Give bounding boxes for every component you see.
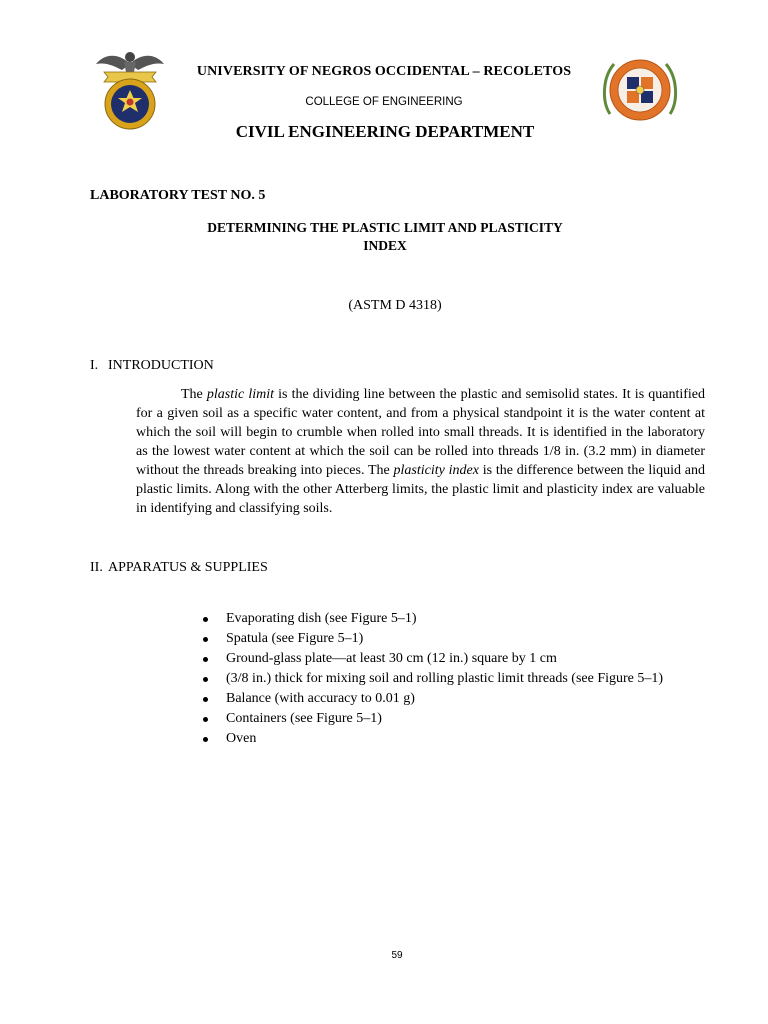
intro-text-3: is the difference between the liquid and plastic limits. Along with the other Atterberg limits, the plastic limit and plasticity index are valuable in identifying and classifying soils. — [136, 463, 705, 516]
list-item: (3/8 in.) thick for mixing soil and rolling plastic limit threads (see Figure 5–1) — [200, 669, 663, 689]
list-item: Oven — [200, 729, 663, 749]
intro-text-1: The — [181, 387, 207, 402]
eagle-head — [125, 52, 135, 62]
term-plastic-limit: plastic limit — [206, 387, 275, 402]
lab-test-number: LABORATORY TEST NO. 5 — [90, 188, 266, 203]
university-name: UNIVERSITY OF NEGROS OCCIDENTAL – RECOLETOS — [196, 64, 572, 79]
seal-center-gear — [636, 86, 644, 94]
section-heading-introduction — [90, 358, 214, 374]
section-title: INTRODUCTION — [108, 358, 214, 373]
lab-title-line-2: INDEX — [363, 238, 407, 253]
term-plasticity-index: plasticity index — [393, 463, 479, 478]
section-number: I. — [90, 358, 99, 373]
list-item: Evaporating dish (see Figure 5–1) — [200, 609, 663, 629]
list-item: Balance (with accuracy to 0.01 g) — [200, 689, 663, 709]
department-name: CIVIL ENGINEERING DEPARTMENT — [235, 122, 535, 141]
lab-title-line-1: DETERMINING THE PLASTIC LIMIT AND PLASTICITY — [207, 220, 563, 235]
section-number: II. — [90, 560, 103, 575]
page-number: 59 — [391, 950, 403, 961]
list-item: Containers (see Figure 5–1) — [200, 709, 663, 729]
university-seal-logo — [94, 46, 166, 132]
list-item: Spatula (see Figure 5–1) — [200, 629, 663, 649]
section-heading-apparatus — [90, 560, 268, 576]
section-title: APPARATUS & SUPPLIES — [108, 560, 268, 575]
college-name: COLLEGE OF ENGINEERING — [305, 96, 463, 108]
introduction-paragraph — [136, 385, 705, 518]
intro-text-2: is the dividing line between the plastic and semisolid states. It is quantified for a given soil as a specific water content, and from a physical standpoint it is the water content at which the soil will begin to crumble when rolled into small threads. It is identified in the laboratory as the lowest water content at which the soil can be rolled into threads 1/8 in. (3.2 mm) in diameter without the threads breaking into pieces. The — [136, 387, 706, 478]
lab-test-title — [190, 219, 580, 255]
apparatus-list — [200, 609, 663, 749]
list-item: Ground-glass plate—at least 30 cm (12 in.) square by 1 cm — [200, 649, 663, 669]
astm-standard: (ASTM D 4318) — [348, 298, 442, 313]
